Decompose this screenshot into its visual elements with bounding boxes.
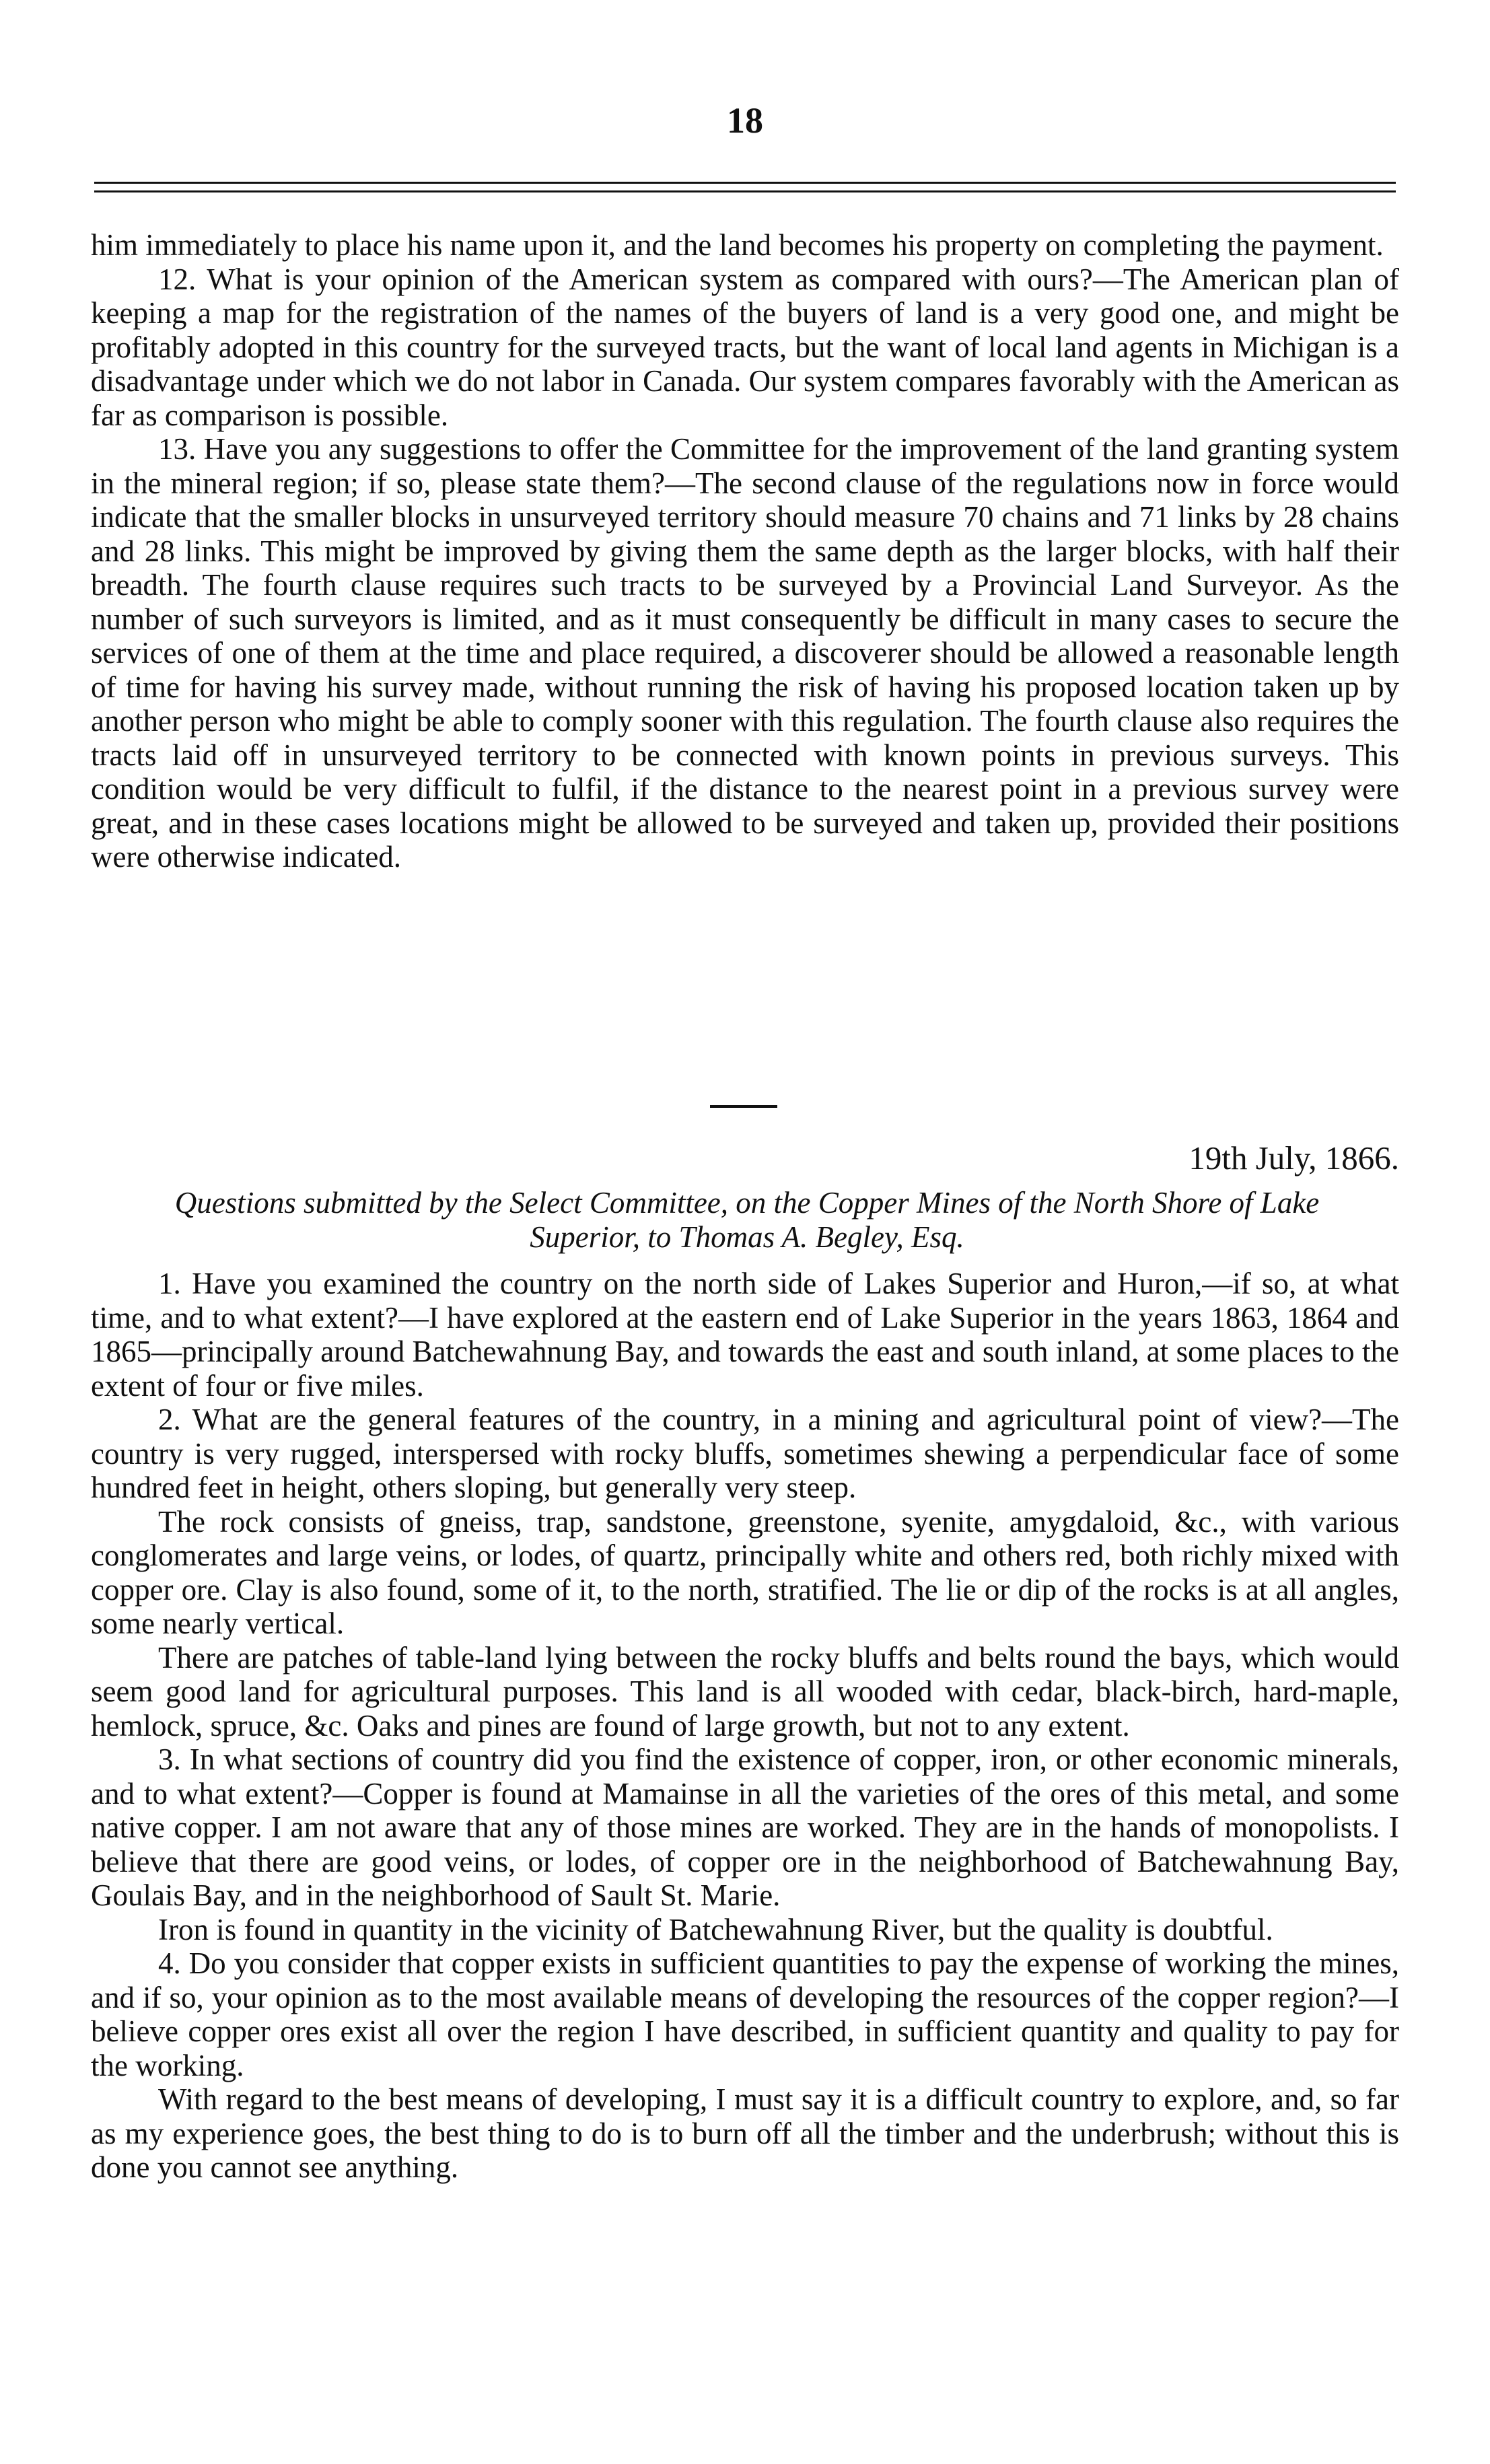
section-divider [710,1105,777,1108]
header-double-rule [94,182,1396,192]
paragraph-question-1: 1. Have you examined the country on the north side of Lakes Superior and Huron,—if so, at what time, and to what extent?—I have explored at the eastern end of Lake Superior in the years 1863, 1864 and 1865—principally around Batchewahnung Bay, and towards the east and south inland, at some places to the extent of four or five miles. [91,1267,1399,1403]
paragraph-question-4: 4. Do you consider that copper exists in sufficient quantities to pay the expense of working the mines, and if so, your opinion as to the most available means of developing the resources of the copper region?—I believe copper ores exist all over the region I have described, in sufficient quantity and quality to pay for the working. [91,1946,1399,2082]
paragraph-question-3: 3. In what sections of country did you find the existence of copper, iron, or other economic minerals, and to what extent?—Copper is found at Mamainse in all the varieties of the ores of this metal, and some native copper. I am not aware that any of those mines are worked. They are in the hands of monopolists. I believe that there are good veins, or lodes, of copper ore in the neighborhood of Batchewahnung Bay, Goulais Bay, and in the neighborhood of Sault St. Marie. [91,1743,1399,1912]
paragraph-question-13: 13. Have you any suggestions to offer the Committee for the improvement of the land granting system in the mineral region; if so, please state them?—The second clause of the regulations now in force would indicate that the smaller blocks in unsurveyed territory should measure 70 chains and 71 links by 28 chains and 28 links. This might be improved by giving them the same depth as the larger blocks, with half their breadth. The fourth clause requires such tracts to be surveyed by a Provincial Land Surveyor. As the number of such surveyors is limited, and as it must consequently be difficult in many cases to secure the services of one of them at the time and place required, a discoverer should be allowed a reasonable length of time for having his survey made, without running the risk of having his proposed location taken up by another person who might be able to comply sooner with this regulation. The fourth clause also requires the tracts laid off in unsurveyed territory to be connected with known points in previous surveys. This condition would be very difficult to fulfil, if the distance to the nearest point in a previous survey were great, and in these cases locations might be allowed to be surveyed and taken up, provided their positions were otherwise indicated. [91,432,1399,874]
date-line: 19th July, 1866. [1189,1139,1399,1176]
section-heading: Questions submitted by the Select Committee, on the Copper Mines of the North Shore of Lake Superior, to Thomas A. Begley, Esq. [174,1186,1320,1254]
paragraph-question-12: 12. What is your opinion of the American system as compared with ours?—The American plan of keeping a map for the registration of the names of the buyers of land is a very good one, and might be profitably adopted in this country for the surveyed tracts, but the want of local land agents in Michigan is a disadvantage under which we do not labor in Canada. Our system compares favorably with the American as far as comparison is possible. [91,262,1399,432]
paragraph-iron: Iron is found in quantity in the vicinity of Batchewahnung River, but the quality is doubtful. [158,1912,1273,1946]
paragraph-continuation: him immediately to place his name upon it, and the land becomes his property on completing the payment. [91,228,1384,262]
paragraph-question-2: 2. What are the general features of the country, in a mining and agricultural point of view?—The country is very rugged, interspersed with rocky bluffs, sometimes shewing a perpendicular face of some hundred feet in height, others sloping, but generally very steep. [91,1403,1399,1504]
paragraph-rock: The rock consists of gneiss, trap, sandstone, greenstone, syenite, amygdaloid, &c., with various conglomerates and large veins, or lodes, of quartz, principally white and others red, both richly mixed with copper ore. Clay is also found, some of it, to the north, stratified. The lie or dip of the rocks is at all angles, some nearly vertical. [91,1504,1399,1640]
bottom-section [91,1267,1399,2185]
top-section [91,228,1399,874]
page-number: 18 [727,100,763,141]
paragraph-developing: With regard to the best means of developing, I must say it is a difficult country to explore, and, so far as my experience goes, the best thing to do is to burn off all the timber and the underbrush; without this is done you cannot see anything. [91,2082,1399,2184]
paragraph-table-land: There are patches of table-land lying between the rocky bluffs and belts round the bays, which would seem good land for agricultural purposes. This land is all wooded with cedar, black-birch, hard-maple, hemlock, spruce, &c. Oaks and pines are found of large growth, but not to any extent. [91,1640,1399,1743]
